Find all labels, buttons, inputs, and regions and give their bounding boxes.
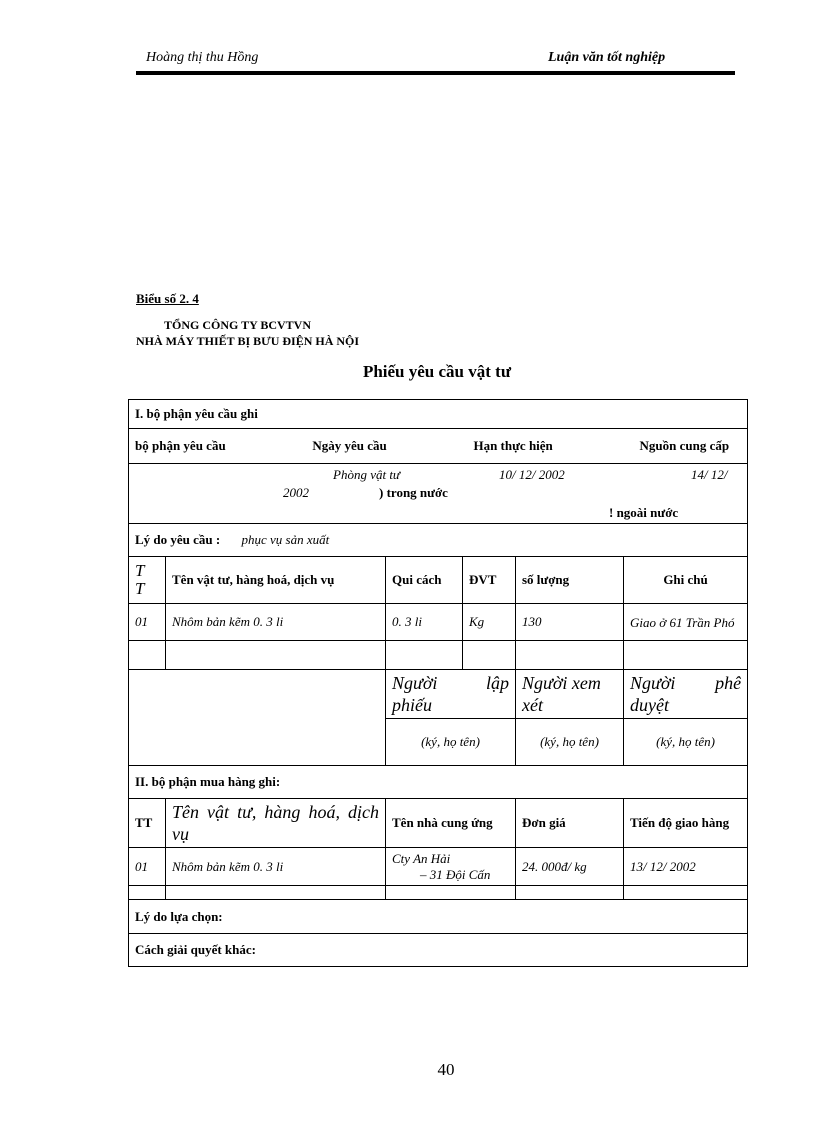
- th2-schedule: Tiến độ giao hàng: [624, 799, 748, 848]
- section2-title: II. bộ phận mua hàng ghi:: [129, 766, 748, 799]
- row1-tt: 01: [129, 604, 166, 641]
- header-author: Hoàng thị thu Hồng: [146, 50, 259, 65]
- sig-reviewer: Người xem xét: [516, 670, 624, 719]
- row1-spec: 0. 3 li: [386, 604, 463, 641]
- deadline-value-2: 2002: [283, 484, 309, 500]
- org-line2: NHÀ MÁY THIẾT BỊ BƯU ĐIỆN HÀ NỘI: [136, 334, 360, 348]
- col-dept: bộ phận yêu cầu: [135, 438, 226, 453]
- row1-note: Giao ở 61 Trần Phó: [624, 604, 748, 641]
- col-request-date: Ngày yêu cầu: [312, 438, 387, 453]
- th2-tt: TT: [129, 799, 166, 848]
- form-number: Biểu số 2. 4: [136, 291, 199, 306]
- header-thesis-title: Luận văn tốt nghiệp: [548, 50, 666, 65]
- col-deadline: Hạn thực hiện: [473, 438, 553, 453]
- section1-columns-row: [129, 429, 748, 464]
- th-spec: Qui cách: [386, 557, 463, 604]
- dept-value: Phòng vật tư: [333, 466, 401, 482]
- table-row-empty: [129, 641, 748, 670]
- source-domestic: ) trong nước: [379, 484, 448, 500]
- page-number: 40: [437, 1060, 455, 1079]
- th2-supplier: Tên nhà cung ứng: [386, 799, 516, 848]
- other-solution-label: Cách giải quyết khác:: [129, 934, 748, 967]
- th2-price: Đơn giá: [516, 799, 624, 848]
- col-source: Nguồn cung cấp: [639, 438, 730, 453]
- p-row1-supplier-line1: Cty An Hải: [392, 850, 451, 866]
- table-row-empty: [129, 886, 748, 900]
- org-line1: TỔNG CÔNG TY BCVTVN: [164, 318, 312, 332]
- th-unit: ĐVT: [463, 557, 516, 604]
- source-foreign: ! ngoài nước: [609, 504, 679, 520]
- th-tt: T T: [129, 557, 166, 604]
- request-form-table: [128, 399, 748, 799]
- section1-values-cell: [129, 464, 748, 524]
- row1-qty: 130: [516, 604, 624, 641]
- p-row1-tt: 01: [129, 848, 166, 886]
- purchase-table: [128, 798, 748, 967]
- p-row1-price: 24. 000đ/ kg: [516, 848, 624, 886]
- header-rule: [136, 71, 735, 75]
- th-note: Ghi chú: [624, 557, 748, 604]
- th-item-name: Tên vật tư, hàng hoá, dịch vụ: [166, 557, 386, 604]
- sig-approver: Người phê duyệt: [624, 670, 748, 719]
- reason-label: Lý do yêu cầu :: [135, 532, 221, 547]
- signature-blank: [129, 670, 386, 766]
- reason-value: phục vụ sản xuất: [241, 532, 330, 547]
- form-title: Phiếu yêu cầu vật tư: [362, 362, 512, 381]
- row1-name: Nhôm bản kẽm 0. 3 li: [166, 604, 386, 641]
- section1-title: I. bộ phận yêu cầu ghi: [129, 400, 748, 429]
- th2-item-name: Tên vật tư, hàng hoá, dịch vụ: [166, 799, 386, 848]
- row1-unit: Kg: [463, 604, 516, 641]
- th-quantity: số lượng: [516, 557, 624, 604]
- p-row1-schedule: 13/ 12/ 2002: [624, 848, 748, 886]
- deadline-value-1: 14/ 12/: [691, 466, 728, 482]
- sig-reviewer-hint: (ký, họ tên): [516, 719, 624, 766]
- sig-creator: Người lập phiếu: [386, 670, 516, 719]
- p-row1-supplier-line2: – 31 Đội Cấn: [420, 866, 491, 882]
- table-row: [129, 848, 748, 886]
- p-row1-supplier: [386, 848, 516, 886]
- p-row1-name: Nhôm bản kẽm 0. 3 li: [166, 848, 386, 886]
- request-date-value: 10/ 12/ 2002: [499, 466, 565, 482]
- sig-creator-hint: (ký, họ tên): [386, 719, 516, 766]
- reason-row: [129, 524, 748, 557]
- sig-approver-hint: (ký, họ tên): [624, 719, 748, 766]
- choice-reason-label: Lý do lựa chọn:: [129, 900, 748, 934]
- table-row: [129, 604, 748, 641]
